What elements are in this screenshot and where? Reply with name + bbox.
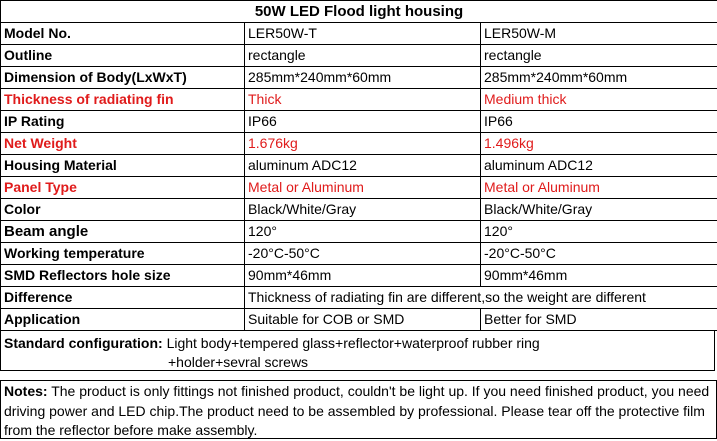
row-label: Dimension of Body(LxWxT) bbox=[1, 67, 245, 89]
table-row bbox=[1, 111, 717, 133]
row-label: SMD Reflectors hole size bbox=[1, 265, 245, 287]
value-t: Black/White/Gray bbox=[245, 199, 481, 221]
table-title: 50W LED Flood light housing bbox=[1, 1, 717, 23]
table-row bbox=[1, 309, 717, 331]
table-row bbox=[1, 23, 717, 45]
table-row bbox=[1, 45, 717, 67]
difference-value: Thickness of radiating fin are different,so the weight are different bbox=[245, 287, 717, 309]
value-m: Black/White/Gray bbox=[481, 199, 717, 221]
table-row bbox=[1, 199, 717, 221]
value-t: rectangle bbox=[245, 45, 481, 67]
row-label: Model No. bbox=[1, 23, 245, 45]
table-row bbox=[1, 177, 717, 199]
table-row bbox=[1, 133, 717, 155]
value-m: LER50W-M bbox=[481, 23, 717, 45]
value-t: 1.676kg bbox=[245, 133, 481, 155]
value-m: 90mm*46mm bbox=[481, 265, 717, 287]
application-m: Better for SMD bbox=[481, 309, 717, 331]
value-m: IP66 bbox=[481, 111, 717, 133]
value-t: IP66 bbox=[245, 111, 481, 133]
table-row bbox=[1, 67, 717, 89]
row-label: Net Weight bbox=[1, 133, 245, 155]
config-label: Standard configuration: bbox=[4, 335, 163, 351]
value-t: LER50W-T bbox=[245, 23, 481, 45]
value-m: 120° bbox=[481, 221, 717, 243]
standard-configuration bbox=[0, 331, 715, 371]
value-m: -20°C-50°C bbox=[481, 243, 717, 265]
row-label: Panel Type bbox=[1, 177, 245, 199]
notes-label: Notes: bbox=[4, 383, 48, 399]
value-t: aluminum ADC12 bbox=[245, 155, 481, 177]
value-t: 90mm*46mm bbox=[245, 265, 481, 287]
config-line-2: +holder+sevral screws bbox=[4, 353, 714, 372]
table-row bbox=[1, 89, 717, 111]
value-t: Thick bbox=[245, 89, 481, 111]
value-m: Medium thick bbox=[481, 89, 717, 111]
table-row bbox=[1, 243, 717, 265]
row-label: IP Rating bbox=[1, 111, 245, 133]
row-label: Thickness of radiating fin bbox=[1, 89, 245, 111]
value-t: 285mm*240mm*60mm bbox=[245, 67, 481, 89]
value-m: rectangle bbox=[481, 45, 717, 67]
application-label: Application bbox=[1, 309, 245, 331]
value-m: aluminum ADC12 bbox=[481, 155, 717, 177]
value-t: 120° bbox=[245, 221, 481, 243]
table-row bbox=[1, 155, 717, 177]
value-m: 285mm*240mm*60mm bbox=[481, 67, 717, 89]
value-t: -20°C-50°C bbox=[245, 243, 481, 265]
config-line-1: Light body+tempered glass+reflector+waterproof rubber ring bbox=[167, 335, 540, 351]
row-label: Working temperature bbox=[1, 243, 245, 265]
table-row bbox=[1, 221, 717, 243]
row-label: Housing Material bbox=[1, 155, 245, 177]
value-t: Metal or Aluminum bbox=[245, 177, 481, 199]
row-label: Outline bbox=[1, 45, 245, 67]
notes-text: The product is only fittings not finished product, couldn't be light up. If you need finished product, you need driving power and LED chip.The product need to be assembled by professional. Please tear off the protective film from the reflector before make assembly. bbox=[4, 383, 709, 438]
row-label: Color bbox=[1, 199, 245, 221]
value-m: Metal or Aluminum bbox=[481, 177, 717, 199]
table-row bbox=[1, 287, 717, 309]
notes-box bbox=[0, 380, 717, 439]
row-label: Beam angle bbox=[1, 221, 245, 243]
difference-label: Difference bbox=[1, 287, 245, 309]
table-row bbox=[1, 265, 717, 287]
application-t: Suitable for COB or SMD bbox=[245, 309, 481, 331]
value-m: 1.496kg bbox=[481, 133, 717, 155]
